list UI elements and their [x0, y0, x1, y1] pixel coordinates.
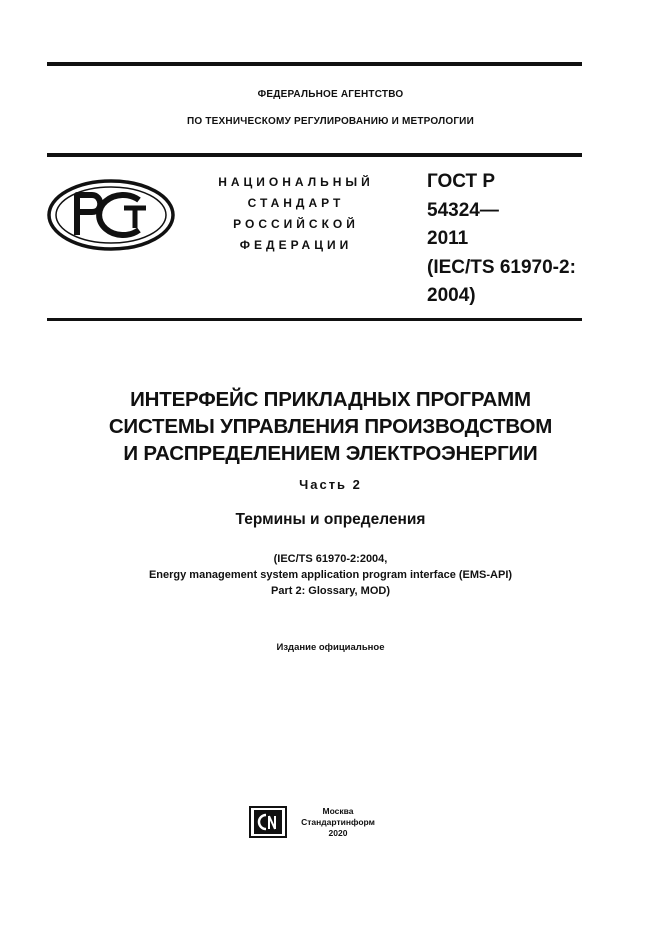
international-line: Energy management system application program interface (EMS-API) [148, 569, 513, 581]
title-line: СИСТЕМЫ УПРАВЛЕНИЯ ПРОИЗВОДСТВОМ [108, 415, 553, 438]
standard-type-line: СТАНДАРТ [247, 196, 345, 210]
publisher-year: 2020 [328, 828, 348, 838]
designation-line: 54324— [427, 199, 499, 221]
title-line: ИНТЕРФЕЙС ПРИКЛАДНЫХ ПРОГРАММ [130, 388, 531, 411]
publisher-name: Стандартинформ [301, 817, 375, 827]
agency-line-2: ПО ТЕХНИЧЕСКОМУ РЕГУЛИРОВАНИЮ И МЕТРОЛОГИИ [187, 116, 474, 127]
part-number: Часть 2 [299, 477, 362, 492]
gost-r-logo-icon [46, 178, 176, 252]
designation-line: (IEC/TS 61970-2: [427, 256, 576, 278]
international-line: (IEC/TS 61970-2:2004, [273, 553, 388, 565]
document-title [0, 386, 661, 467]
agency-line-1: ФЕДЕРАЛЬНОЕ АГЕНТСТВО [257, 89, 404, 100]
international-line: Part 2: Glossary, MOD) [271, 585, 390, 597]
publisher [298, 806, 378, 839]
document-subtitle: Термины и определения [235, 511, 426, 528]
standard-block-rule [47, 318, 582, 321]
header-rule [47, 153, 582, 157]
edition-note: Издание официальное [276, 642, 385, 653]
standartinform-logo-icon [249, 806, 287, 838]
standard-type-line: ФЕДЕРАЦИИ [239, 238, 353, 252]
publisher-city: Москва [322, 806, 354, 816]
designation-line: 2011 [427, 228, 469, 249]
standard-type-line: РОССИЙСКОЙ [233, 217, 359, 231]
standard-type-line: НАЦИОНАЛЬНЫЙ [218, 175, 374, 189]
designation-line: ГОСТ Р [427, 171, 496, 192]
standard-type [196, 172, 396, 256]
designation-line: 2004) [427, 285, 476, 306]
international-reference [0, 551, 661, 599]
top-rule [47, 62, 582, 66]
title-line: И РАСПРЕДЕЛЕНИЕМ ЭЛЕКТРОЭНЕРГИИ [123, 442, 538, 465]
standard-designation [427, 168, 627, 311]
